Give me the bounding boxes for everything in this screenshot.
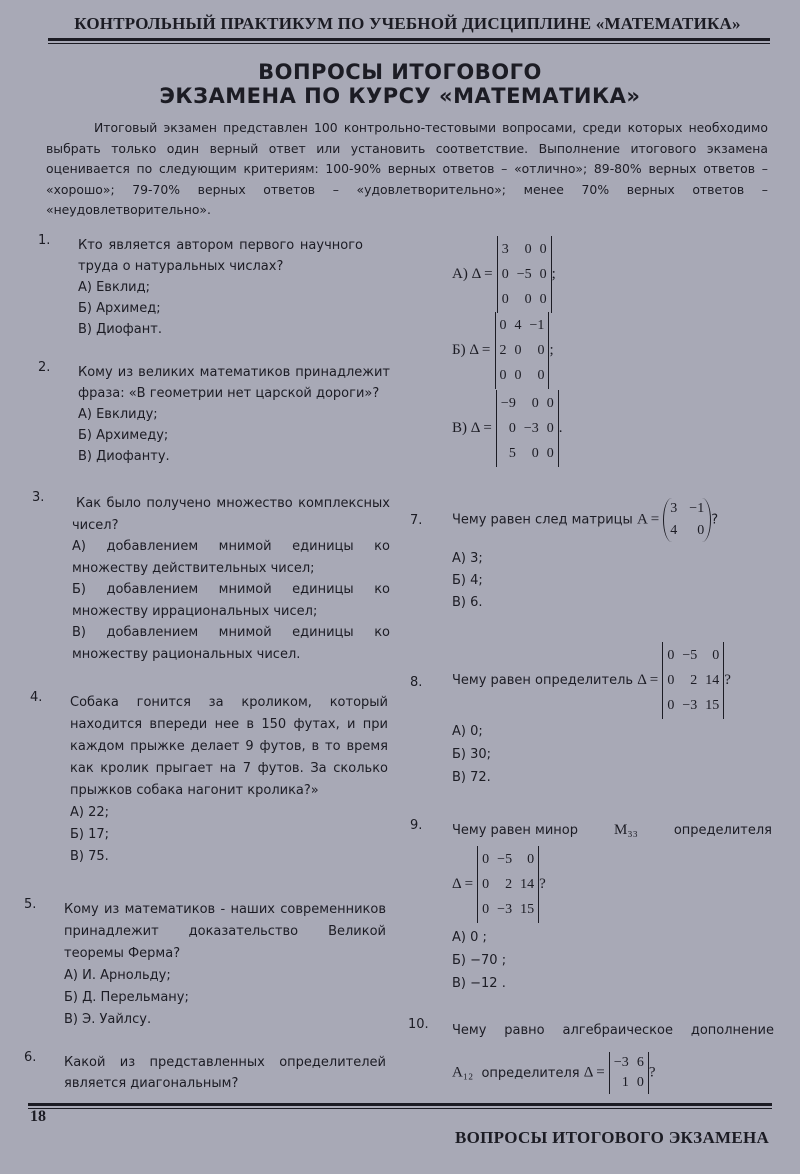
question-4-option-b: Б) 17; — [70, 827, 110, 842]
question-7-matrix — [663, 498, 711, 542]
det-cell: −3 — [613, 1055, 629, 1070]
question-6-option-a-end: ; — [551, 266, 556, 282]
det-cell: 0 — [537, 368, 545, 383]
question-5-number: 5. — [24, 897, 37, 912]
question-2-option-c: В) Диофанту. — [78, 449, 170, 464]
question-7-option-c: В) 6. — [452, 595, 483, 610]
question-4 — [70, 692, 388, 868]
question-9-option-b: Б) −70 ; — [452, 953, 507, 968]
question-10-text-2: определителя — [481, 1065, 580, 1081]
det-cell: −1 — [529, 318, 545, 333]
page-title-line2: ЭКЗАМЕНА ПО КУРСУ «МАТЕМАТИКА» — [159, 84, 641, 108]
question-5-option-b: Б) Д. Перельману; — [64, 990, 189, 1005]
page-title-line1: ВОПРОСЫ ИТОГОВОГО — [258, 60, 542, 84]
question-7-stem — [452, 498, 718, 542]
det-cell: 0 — [482, 852, 490, 867]
question-10-text: Чему равно алгебраическое дополнение — [452, 1023, 774, 1038]
question-7-end: ? — [711, 512, 719, 528]
det-cell: 0 — [514, 368, 522, 383]
question-6-option-a-label: А) Δ = — [452, 266, 493, 282]
det-cell: −3 — [682, 698, 698, 713]
question-2-number: 2. — [38, 360, 51, 375]
det-cell: −5 — [497, 852, 513, 867]
question-9-option-c: В) −12 . — [452, 976, 506, 991]
running-header: КОНТРОЛЬНЫЙ ПРАКТИКУМ ПО УЧЕБНОЙ ДИСЦИПЛИНЕ «МАТЕМАТИКА» — [74, 14, 741, 33]
det-cell: 0 — [499, 318, 507, 333]
footer-rule-thick — [28, 1103, 772, 1106]
det-cell: 15 — [705, 698, 720, 713]
det-cell: 3 — [501, 242, 509, 257]
det-cell: 0 — [539, 267, 547, 282]
question-5 — [64, 899, 386, 1031]
question-10-end: ? — [648, 1064, 656, 1081]
det-cell: 15 — [520, 902, 535, 917]
det-cell: −3 — [523, 421, 539, 436]
det-cell: 0 — [712, 648, 720, 663]
question-1-text: Кто является автором первого научного труда о натуральных числах? — [78, 238, 363, 274]
det-cell: −5 — [516, 267, 532, 282]
question-8-option-c: В) 72. — [452, 770, 491, 785]
det-cell: 6 — [636, 1055, 644, 1070]
det-cell: 0 — [531, 446, 539, 461]
det-cell: 0 — [667, 648, 675, 663]
question-4-option-c: В) 75. — [70, 849, 109, 864]
question-9-options — [452, 926, 506, 995]
question-8-end: ? — [724, 672, 731, 688]
det-cell: 0 — [524, 292, 532, 307]
question-1-number: 1. — [38, 233, 51, 248]
question-8-options — [452, 720, 491, 789]
question-10-determinant — [609, 1052, 649, 1094]
det-cell: 0 — [537, 343, 545, 358]
question-6-text: Какой из представленных определителей является диагональным? — [64, 1055, 386, 1091]
question-6-option-c-label: В) Δ = — [452, 420, 492, 436]
header-rule-thin — [48, 43, 770, 44]
question-1-option-a: А) Евклид; — [78, 280, 150, 295]
question-1-option-b: Б) Архимед; — [78, 301, 161, 316]
question-8-stem — [452, 642, 731, 719]
det-cell: 0 — [508, 421, 516, 436]
det-cell: 0 — [539, 242, 547, 257]
question-9-minor-symbol: M₃₃ — [614, 822, 638, 838]
det-cell: 0 — [636, 1075, 644, 1090]
question-7-text: Чему равен след матрицы — [452, 512, 633, 528]
question-9-det-row — [452, 846, 546, 923]
det-cell: 0 — [527, 852, 535, 867]
question-7-option-a: А) 3; — [452, 551, 483, 566]
question-3 — [72, 493, 390, 665]
question-6-option-b-label: Б) Δ = — [452, 342, 491, 358]
question-6-option-b-determinant — [495, 312, 550, 389]
det-cell: 0 — [501, 267, 509, 282]
det-cell: 0 — [539, 292, 547, 307]
footer-section-title: ВОПРОСЫ ИТОГОВОГО ЭКЗАМЕНА — [455, 1128, 770, 1147]
question-2-option-a: А) Евклиду; — [78, 407, 158, 422]
det-cell: 0 — [482, 877, 490, 892]
question-9-text: Чему равен минор — [452, 823, 579, 838]
question-10-number: 10. — [408, 1017, 429, 1032]
question-8-option-b: Б) 30; — [452, 747, 492, 762]
question-1-option-c: В) Диофант. — [78, 322, 162, 337]
det-cell: 0 — [482, 902, 490, 917]
det-cell: 0 — [501, 292, 509, 307]
det-cell: 5 — [508, 446, 516, 461]
det-cell: 0 — [531, 396, 539, 411]
det-cell: 0 — [524, 242, 532, 257]
question-6-option-b-end: ; — [549, 342, 554, 358]
matrix-cell: 0 — [697, 523, 705, 538]
question-5-text: Кому из математиков - наших современников принадлежит доказательство Великой теоремы Ферма? — [64, 902, 386, 961]
question-3-option-c: В) добавлением мнимой единицы ко множеству рациональных чисел. — [72, 625, 390, 662]
header-rule-thick — [48, 38, 770, 41]
question-7-number: 7. — [410, 513, 423, 528]
question-3-number: 3. — [32, 490, 45, 505]
matrix-cell: 3 — [670, 501, 678, 516]
question-8-number: 8. — [410, 675, 423, 690]
question-9-determinant — [477, 846, 539, 923]
page-number: 18 — [30, 1108, 46, 1125]
det-cell: 0 — [667, 698, 675, 713]
det-cell: 0 — [546, 396, 554, 411]
intro-paragraph: Итоговый экзамен представлен 100 контрольно-тестовыми вопросами, среди которых необходимо выбрать только один верный ответ или установить соответствие. Выполнение итогового экзамена оценивается по следующим критериям: 100-90% верных ответов – «отлично»; 89-80% верных ответов – «хорошо»; 79-70% верных ответов – «удовлетворительно»; менее 70% верных ответов – «неудовлетворительно». — [46, 120, 768, 217]
question-6-option-b — [452, 312, 554, 389]
question-9-det-label: Δ = — [452, 876, 474, 892]
det-cell: 0 — [667, 673, 675, 688]
footer-rule-thin — [28, 1108, 772, 1109]
det-cell: 2 — [690, 673, 698, 688]
question-6-option-c-end: . — [558, 420, 563, 436]
question-2-option-b: Б) Архимеду; — [78, 428, 169, 443]
question-3-option-b: Б) добавлением мнимой единицы ко множеству иррациональных чисел; — [72, 582, 390, 619]
question-6-option-c-determinant — [496, 390, 559, 467]
question-8-det-label: Δ = — [637, 672, 659, 688]
question-8-text: Чему равен определитель — [452, 673, 634, 688]
question-1 — [78, 235, 363, 340]
question-4-text: Собака гонится за кроликом, который находится впереди нее в 150 футах, и при каждом прыжке делает 9 футов, в то время как кролик прыгает на 7 футов. За сколько прыжков собака нагонит кролика?» — [70, 695, 388, 798]
question-7-options — [452, 548, 483, 614]
det-cell: 4 — [514, 318, 522, 333]
question-10-det-row — [452, 1052, 655, 1094]
question-9-stem — [452, 820, 772, 841]
det-cell: 1 — [621, 1075, 629, 1090]
det-cell: 14 — [705, 673, 720, 688]
question-10-det-label: Δ = — [583, 1064, 605, 1081]
det-cell: 2 — [505, 877, 513, 892]
det-cell: 14 — [520, 877, 535, 892]
question-3-option-a: А) добавлением мнимой единицы ко множеству действительных чисел; — [72, 539, 390, 576]
matrix-cell: −1 — [689, 501, 705, 516]
question-9-text-2: определителя — [673, 823, 772, 838]
det-cell: 0 — [546, 446, 554, 461]
question-9-number: 9. — [410, 818, 423, 833]
question-8-determinant — [662, 642, 724, 719]
question-8-option-a: А) 0; — [452, 724, 483, 739]
question-2 — [78, 362, 390, 467]
question-6-number: 6. — [24, 1050, 37, 1065]
question-2-text: Кому из великих математиков принадлежит фраза: «В геометрии нет царской дороги»? — [78, 365, 390, 401]
question-5-option-c: В) Э. Уайлсу. — [64, 1012, 152, 1027]
det-cell: 0 — [546, 421, 554, 436]
question-6-option-a-determinant — [497, 236, 552, 313]
question-6-option-a — [452, 236, 556, 313]
det-cell: −3 — [497, 902, 513, 917]
det-cell: 0 — [499, 368, 507, 383]
question-9-end: ? — [539, 876, 546, 892]
det-cell: −9 — [500, 396, 516, 411]
question-3-text: Как было получено множество комплексных чисел? — [72, 496, 390, 533]
det-cell: −5 — [682, 648, 698, 663]
det-cell: 0 — [514, 343, 522, 358]
question-9-option-a: А) 0 ; — [452, 930, 487, 945]
question-4-number: 4. — [30, 690, 43, 705]
question-5-option-a: А) И. Арнольду; — [64, 968, 171, 983]
det-cell: 2 — [499, 343, 507, 358]
question-6-option-c — [452, 390, 562, 467]
question-10-cofactor-symbol: A₁₂ — [452, 1064, 474, 1081]
matrix-cell: 4 — [670, 523, 678, 538]
question-7-option-b: Б) 4; — [452, 573, 483, 588]
question-7-matrix-label: A = — [636, 511, 660, 528]
question-4-option-a: А) 22; — [70, 805, 110, 820]
